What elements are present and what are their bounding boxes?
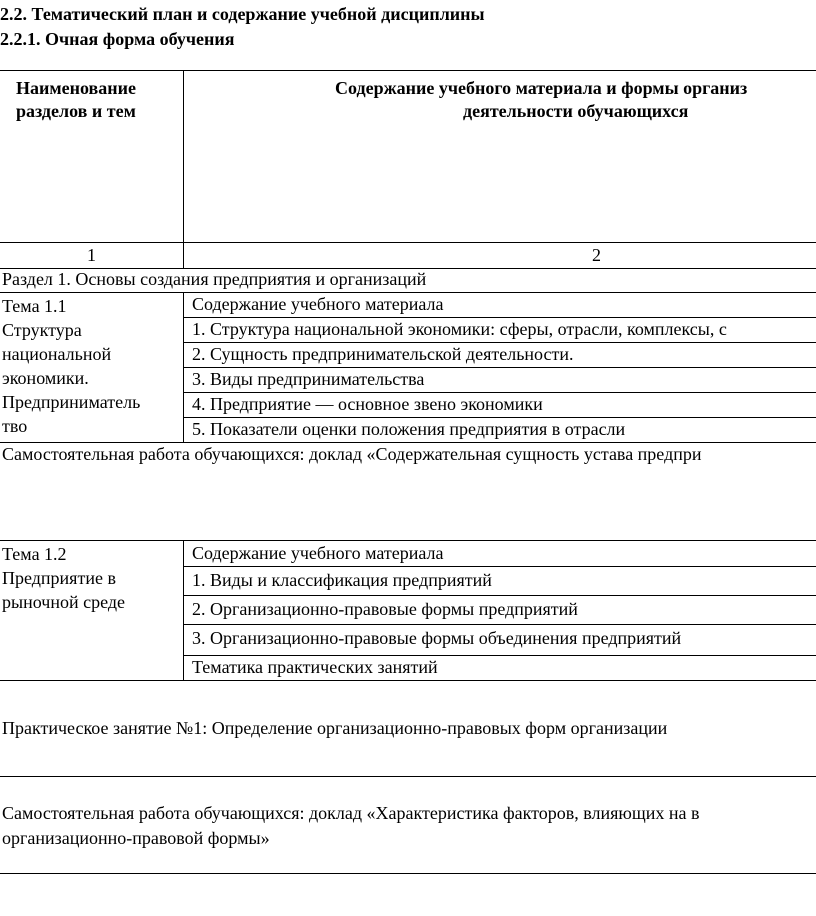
topic2-item: 2. Организационно-правовые формы предприятий [192,599,578,619]
table-top-border [0,70,816,71]
header-col1-line1: Наименование [16,78,136,98]
topic1-item: 4. Предприятие — основное звено экономики [192,394,543,414]
table-bottom-border [0,873,816,874]
row-divider [183,595,816,596]
header-number-row-border [0,242,816,243]
header-col2-line1: Содержание учебного материала и формы организ [335,78,748,98]
topic1-top-border [0,292,816,293]
row-divider [183,624,816,625]
topic2-self-work-line2: организационно-правовой формы» [2,828,270,848]
section-1-title: Раздел 1. Основы создания предприятия и организаций [2,269,427,289]
row-divider [183,417,816,418]
topic2-bottom-border [0,680,816,681]
topic2-line: Тема 1.2 [2,544,67,564]
topic1-line: Предприниматель [2,392,141,412]
topic1-self-work: Самостоятельная работа обучающихся: доклад «Содержательная сущность устава предпри [2,444,702,464]
topic2-practice-header: Тематика практических занятий [192,657,438,677]
topic2-self-work-line1: Самостоятельная работа обучающихся: доклад «Характеристика факторов, влияющих на в [2,803,700,823]
row-divider [183,317,816,318]
practice-lesson-1: Практическое занятие №1: Определение организационно-правовых форм организации [2,718,668,738]
topic1-item: 1. Структура национальной экономики: сферы, отрасли, комплексы, с [192,319,727,339]
row-divider [183,392,816,393]
topic1-item: 2. Сущность предпринимательской деятельности. [192,344,574,364]
topic1-line: экономики. [2,368,89,388]
header-col1-line2: разделов и тем [16,101,136,121]
row-divider [183,655,816,656]
topic2-item: 3. Организационно-правовые формы объединения предприятий [192,628,682,648]
practice-row-border [0,776,816,777]
row-divider [183,342,816,343]
column-number-1: 1 [87,245,96,265]
topic1-item: 5. Показатели оценки положения предприятия в отрасли [192,419,626,439]
row-divider [183,367,816,368]
topic1-item: 3. Виды предпринимательства [192,369,425,389]
topic2-content-header: Содержание учебного материала [192,543,444,563]
topic1-line: Структура [2,320,82,340]
topic2-column-divider [183,540,184,680]
topic2-line: рыночной среде [2,592,125,612]
heading-full-time: 2.2.1. Очная форма обучения [0,29,235,49]
column-number-2: 2 [592,245,601,265]
header-column-divider [183,70,184,268]
header-col2-line2: деятельности обучающихся [463,101,689,121]
topic1-content-header: Содержание учебного материала [192,294,444,314]
topic1-line: тво [2,416,28,436]
topic1-line: Тема 1.1 [2,296,67,316]
topic2-line: Предприятие в [2,568,116,588]
topic2-top-border [0,540,816,541]
row-divider [183,566,816,567]
heading-thematic-plan: 2.2. Тематический план и содержание учебной дисциплины [0,4,485,24]
topic2-item: 1. Виды и классификация предприятий [192,570,492,590]
topic1-line: национальной [2,344,112,364]
topic1-bottom-border [0,442,816,443]
